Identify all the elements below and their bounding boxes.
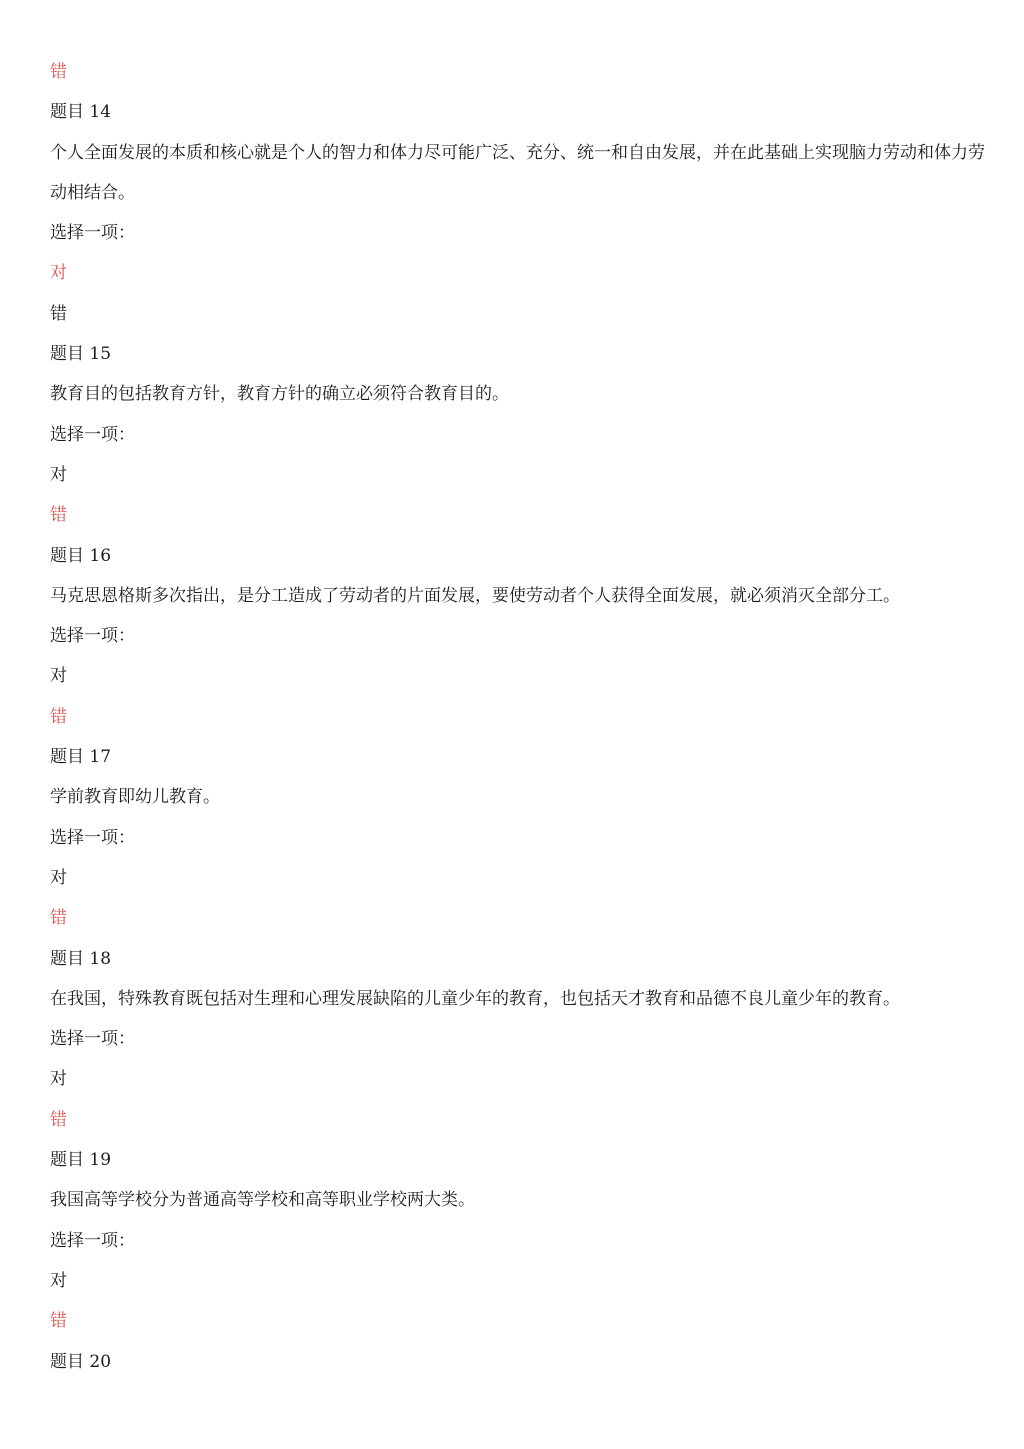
question-prompt: 选择一项： — [50, 223, 135, 244]
question-block — [50, 939, 990, 1140]
answer-option: 对 — [50, 1270, 67, 1291]
answer-option: 错 — [50, 303, 67, 324]
question-block — [50, 536, 990, 737]
question-block — [50, 334, 990, 535]
answer-option: 对 — [50, 464, 67, 485]
answer-option-correct: 错 — [50, 706, 67, 727]
question-title: 题目 19 — [50, 1150, 112, 1171]
answer-option-correct: 错 — [50, 62, 67, 82]
document-page — [50, 52, 990, 1382]
question-prompt: 选择一项： — [50, 1029, 135, 1050]
answer-option: 对 — [50, 867, 67, 888]
question-text: 马克思恩格斯多次指出，是分工造成了劳动者的片面发展，要使劳动者个人获得全面发展，就必须消灭全部分工。 — [50, 585, 900, 606]
question-title: 题目 18 — [50, 948, 112, 969]
answer-option: 对 — [50, 1069, 67, 1090]
question-block — [50, 92, 990, 334]
answer-option-correct: 错 — [50, 1109, 67, 1130]
question-block — [50, 1140, 990, 1341]
question-prompt: 选择一项： — [50, 424, 135, 445]
answer-option-correct: 错 — [50, 1311, 67, 1332]
question-prompt: 选择一项： — [50, 827, 135, 848]
question-title: 题目 14 — [50, 102, 112, 123]
answer-option-correct: 错 — [50, 908, 67, 929]
answer-option-correct: 错 — [50, 505, 67, 526]
question-title: 题目 17 — [50, 747, 112, 768]
answer-option: 对 — [50, 666, 67, 687]
question-title: 题目 15 — [50, 344, 112, 365]
question-text: 在我国，特殊教育既包括对生理和心理发展缺陷的儿童少年的教育，也包括天才教育和品德不良儿童少年的教育。 — [50, 988, 900, 1009]
question-text: 学前教育即幼儿教育。 — [50, 787, 220, 808]
question-title: 题目 16 — [50, 545, 112, 566]
question-text: 我国高等学校分为普通高等学校和高等职业学校两大类。 — [50, 1190, 475, 1211]
question-prompt: 选择一项： — [50, 626, 135, 647]
question-block — [50, 737, 990, 938]
question-prompt: 选择一项： — [50, 1230, 135, 1251]
question-title: 题目 20 — [50, 1351, 112, 1372]
answer-option-correct: 对 — [50, 263, 67, 284]
question-text: 个人全面发展的本质和核心就是个人的智力和体力尽可能广泛、充分、统一和自由发展，并在此基础上实现脑力劳动和体力劳动相结合。 — [50, 142, 985, 203]
question-text: 教育目的包括教育方针，教育方针的确立必须符合教育目的。 — [50, 384, 509, 405]
